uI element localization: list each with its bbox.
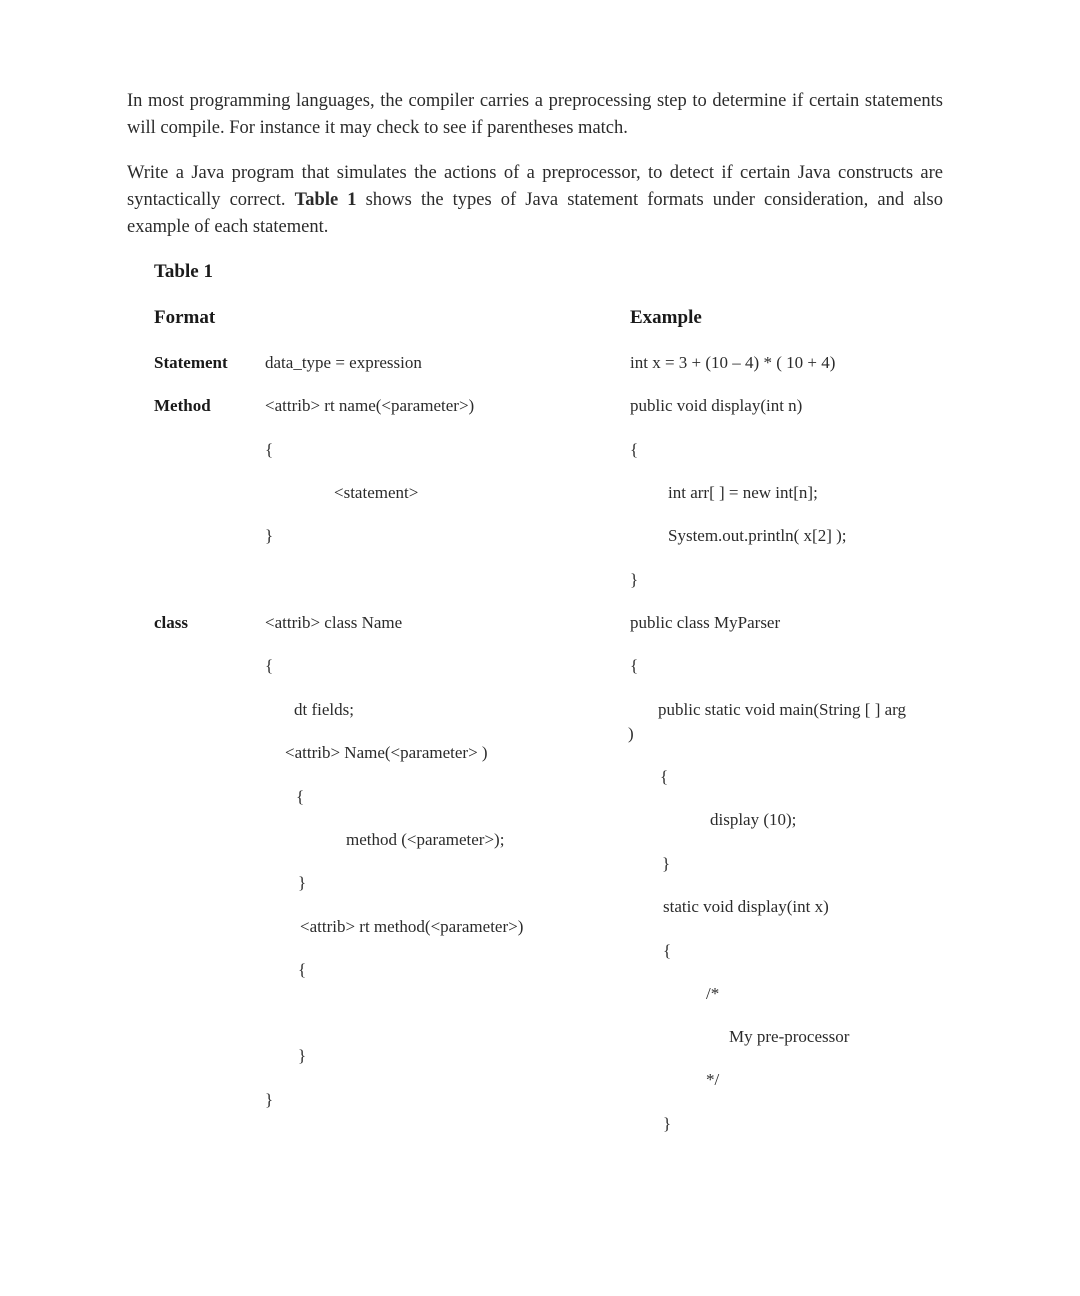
example-line: /* xyxy=(706,984,720,1003)
format-line: { xyxy=(296,787,305,806)
example-line: public class MyParser xyxy=(630,613,781,632)
format-line: { xyxy=(298,960,307,979)
example-line: public void display(int n) xyxy=(630,396,803,415)
example-line: int arr[ ] = new int[n]; xyxy=(668,483,818,502)
format-line: dt fields; xyxy=(294,700,354,719)
example-line: { xyxy=(663,941,672,960)
format-line: { xyxy=(265,440,274,459)
intro-paragraph-2-text-b: shows the types of Java statement formats under consideration, and also example of each statement. xyxy=(127,190,943,237)
example-line: ) xyxy=(628,724,634,743)
format-line: } xyxy=(298,1046,307,1065)
format-line: method (<parameter>); xyxy=(346,830,505,849)
format-line: } xyxy=(265,1090,274,1109)
example-line: System.out.println( x[2] ); xyxy=(668,526,847,545)
intro-paragraph-1: In most programming languages, the compiler carries a preprocessing step to determine if certain statements will compile. For instance it may check to see if parentheses match. xyxy=(127,91,943,138)
example-line: public static void main(String [ ] arg xyxy=(658,700,907,719)
example-line: { xyxy=(630,656,639,675)
example-line: } xyxy=(663,1114,672,1133)
intro-paragraph-2-text-a: Write a Java program that simulates the actions of a preprocessor, to detect if certain Java constructs are syntactically correct. xyxy=(127,163,943,210)
format-line: } xyxy=(265,526,274,545)
example-line: { xyxy=(630,440,639,459)
example-line: int x = 3 + (10 – 4) * ( 10 + 4) xyxy=(630,353,836,372)
format-line: <attrib> rt name(<parameter>) xyxy=(265,396,475,415)
format-line: <attrib> Name(<parameter> ) xyxy=(285,743,488,762)
row-label-statement: Statement xyxy=(154,353,228,372)
example-line: static void display(int x) xyxy=(663,897,829,916)
example-line: } xyxy=(630,570,639,589)
format-line: } xyxy=(298,873,307,892)
row-label-class: class xyxy=(154,613,188,632)
format-line: data_type = expression xyxy=(265,353,422,372)
table-title: Table 1 xyxy=(154,261,213,282)
header-example: Example xyxy=(630,307,702,328)
example-line: My pre-processor xyxy=(729,1027,850,1046)
example-line: } xyxy=(662,854,671,873)
table-reference: Table 1 xyxy=(294,190,357,210)
intro-paragraph-2 xyxy=(127,160,943,241)
header-format: Format xyxy=(154,307,216,328)
example-line: { xyxy=(660,767,669,786)
example-line: display (10); xyxy=(710,810,797,829)
row-label-method: Method xyxy=(154,396,211,415)
format-line: <attrib> rt method(<parameter>) xyxy=(300,917,524,936)
example-line: */ xyxy=(706,1070,720,1089)
format-line: <statement> xyxy=(334,483,419,502)
format-line: <attrib> class Name xyxy=(265,613,403,632)
format-line: { xyxy=(265,656,274,675)
